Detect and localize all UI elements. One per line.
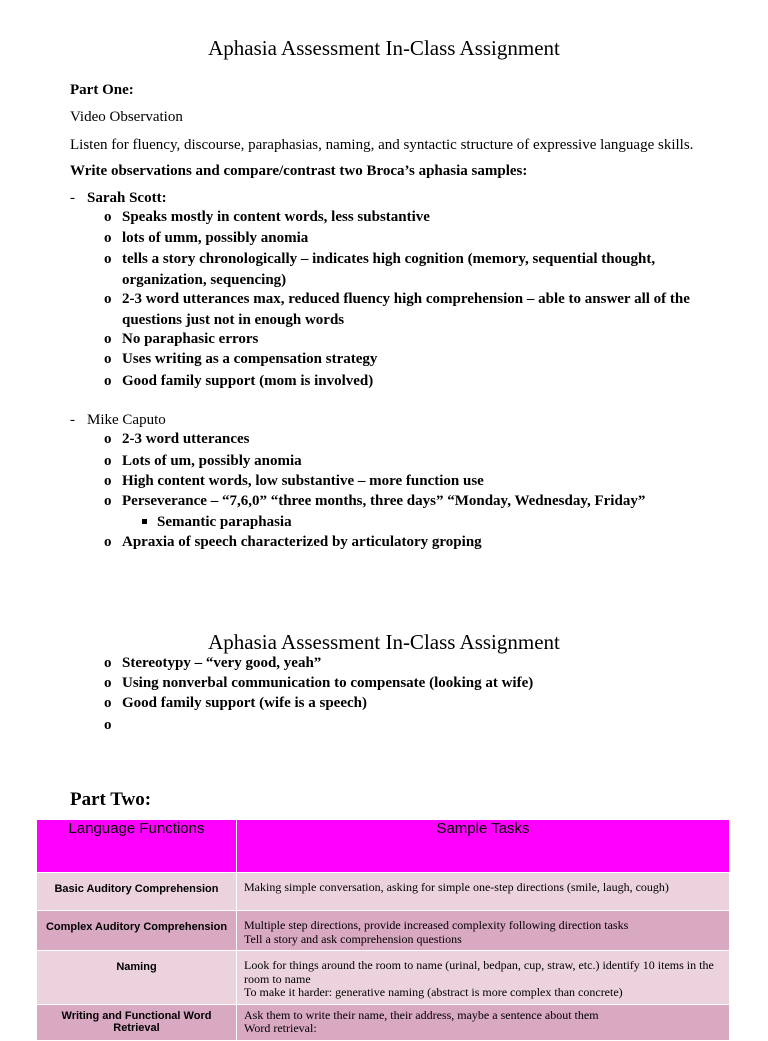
list-item: Apraxia of speech characterized by articulatory groping bbox=[122, 534, 482, 550]
function-cell: Complex Auditory Comprehension bbox=[37, 911, 237, 951]
tasks-cell bbox=[237, 873, 730, 911]
bullet-o: o bbox=[104, 251, 112, 267]
part-one-heading: Part One: bbox=[70, 82, 134, 98]
bullet-o: o bbox=[104, 493, 112, 509]
bullet-o: o bbox=[104, 373, 112, 389]
square-bullet-icon bbox=[142, 519, 147, 524]
tasks-cell bbox=[237, 911, 730, 951]
list-item: Speaks mostly in content words, less substantive bbox=[122, 209, 430, 225]
language-functions-table bbox=[36, 819, 730, 1041]
task-line: Multiple step directions, provide increased complexity following direction tasks bbox=[244, 918, 629, 932]
list-item: Perseverance – “7,6,0” “three months, three days” “Monday, Wednesday, Friday” bbox=[122, 493, 646, 509]
list-item: No paraphasic errors bbox=[122, 331, 259, 347]
list-item: Lots of um, possibly anomia bbox=[122, 453, 302, 469]
function-cell: Naming bbox=[37, 951, 237, 1005]
list-item: Stereotypy – “very good, yeah” bbox=[122, 655, 322, 671]
bullet-o: o bbox=[104, 534, 112, 550]
bullet-o: o bbox=[104, 291, 112, 307]
instruction-text: Listen for fluency, discourse, paraphasias, naming, and syntactic structure of expressive language skills. bbox=[70, 137, 694, 153]
function-cell: Writing and Functional Word Retrieval bbox=[37, 1004, 237, 1040]
bullet-o: o bbox=[104, 473, 112, 489]
bullet-o: o bbox=[104, 209, 112, 225]
list-item: Uses writing as a compensation strategy bbox=[122, 351, 378, 367]
task-text: Write observations and compare/contrast two Broca’s aphasia samples: bbox=[70, 163, 528, 179]
list-item: Good family support (wife is a speech) bbox=[122, 695, 367, 711]
bullet-o: o bbox=[104, 717, 112, 733]
task-line: Word retrieval: bbox=[244, 1021, 317, 1035]
page-title: Aphasia Assessment In-Class Assignment bbox=[208, 36, 560, 60]
column-header-language-functions: Language Functions bbox=[37, 820, 237, 873]
function-cell: Basic Auditory Comprehension bbox=[37, 873, 237, 911]
tasks-cell bbox=[237, 951, 730, 1005]
list-item: lots of umm, possibly anomia bbox=[122, 230, 309, 246]
task-line: To make it harder: generative naming (abstract is more complex than concrete) bbox=[244, 985, 623, 999]
table-row bbox=[37, 1004, 730, 1040]
task-line: Tell a story and ask comprehension questions bbox=[244, 931, 462, 946]
bullet-o: o bbox=[104, 351, 112, 367]
tasks-cell bbox=[237, 1004, 730, 1040]
page-title-continued: Aphasia Assessment In-Class Assignment bbox=[208, 630, 560, 654]
sub-list-item: Semantic paraphasia bbox=[157, 514, 292, 530]
task-line: Ask them to write their name, their address, maybe a sentence about them bbox=[244, 1007, 599, 1022]
column-header-sample-tasks: Sample Tasks bbox=[237, 820, 730, 873]
list-dash: - bbox=[70, 412, 75, 428]
list-item: High content words, low substantive – more function use bbox=[122, 473, 484, 489]
list-item: tells a story chronologically – indicates high cognition (memory, sequential thought, organization, sequencing) bbox=[122, 251, 656, 288]
list-item: 2-3 word utterances bbox=[122, 431, 250, 447]
list-dash: - bbox=[70, 190, 75, 206]
part-one-subheading: Video Observation bbox=[70, 109, 183, 125]
task-line: Look for things around the room to name (urinal, bedpan, cup, straw, etc.) identify 10 items in the room to name bbox=[244, 958, 714, 986]
bullet-o: o bbox=[104, 331, 112, 347]
table-row bbox=[37, 951, 730, 1005]
sample-name-sarah: Sarah Scott: bbox=[87, 190, 167, 206]
bullet-o: o bbox=[104, 695, 112, 711]
table-row bbox=[37, 911, 730, 951]
bullet-o: o bbox=[104, 675, 112, 691]
sample-name-mike: Mike Caputo bbox=[87, 412, 166, 428]
task-line: Making simple conversation, asking for simple one-step directions (smile, laugh, cough) bbox=[244, 880, 669, 894]
list-item: 2-3 word utterances max, reduced fluency high comprehension – able to answer all of the questions just not in enough words bbox=[122, 291, 690, 328]
table-row bbox=[37, 873, 730, 911]
bullet-o: o bbox=[104, 453, 112, 469]
table-header-row bbox=[37, 820, 730, 873]
list-item: Using nonverbal communication to compensate (looking at wife) bbox=[122, 675, 534, 691]
bullet-o: o bbox=[104, 655, 112, 671]
list-item: Good family support (mom is involved) bbox=[122, 373, 374, 389]
bullet-o: o bbox=[104, 230, 112, 246]
bullet-o: o bbox=[104, 431, 112, 447]
part-two-heading: Part Two: bbox=[70, 789, 152, 810]
